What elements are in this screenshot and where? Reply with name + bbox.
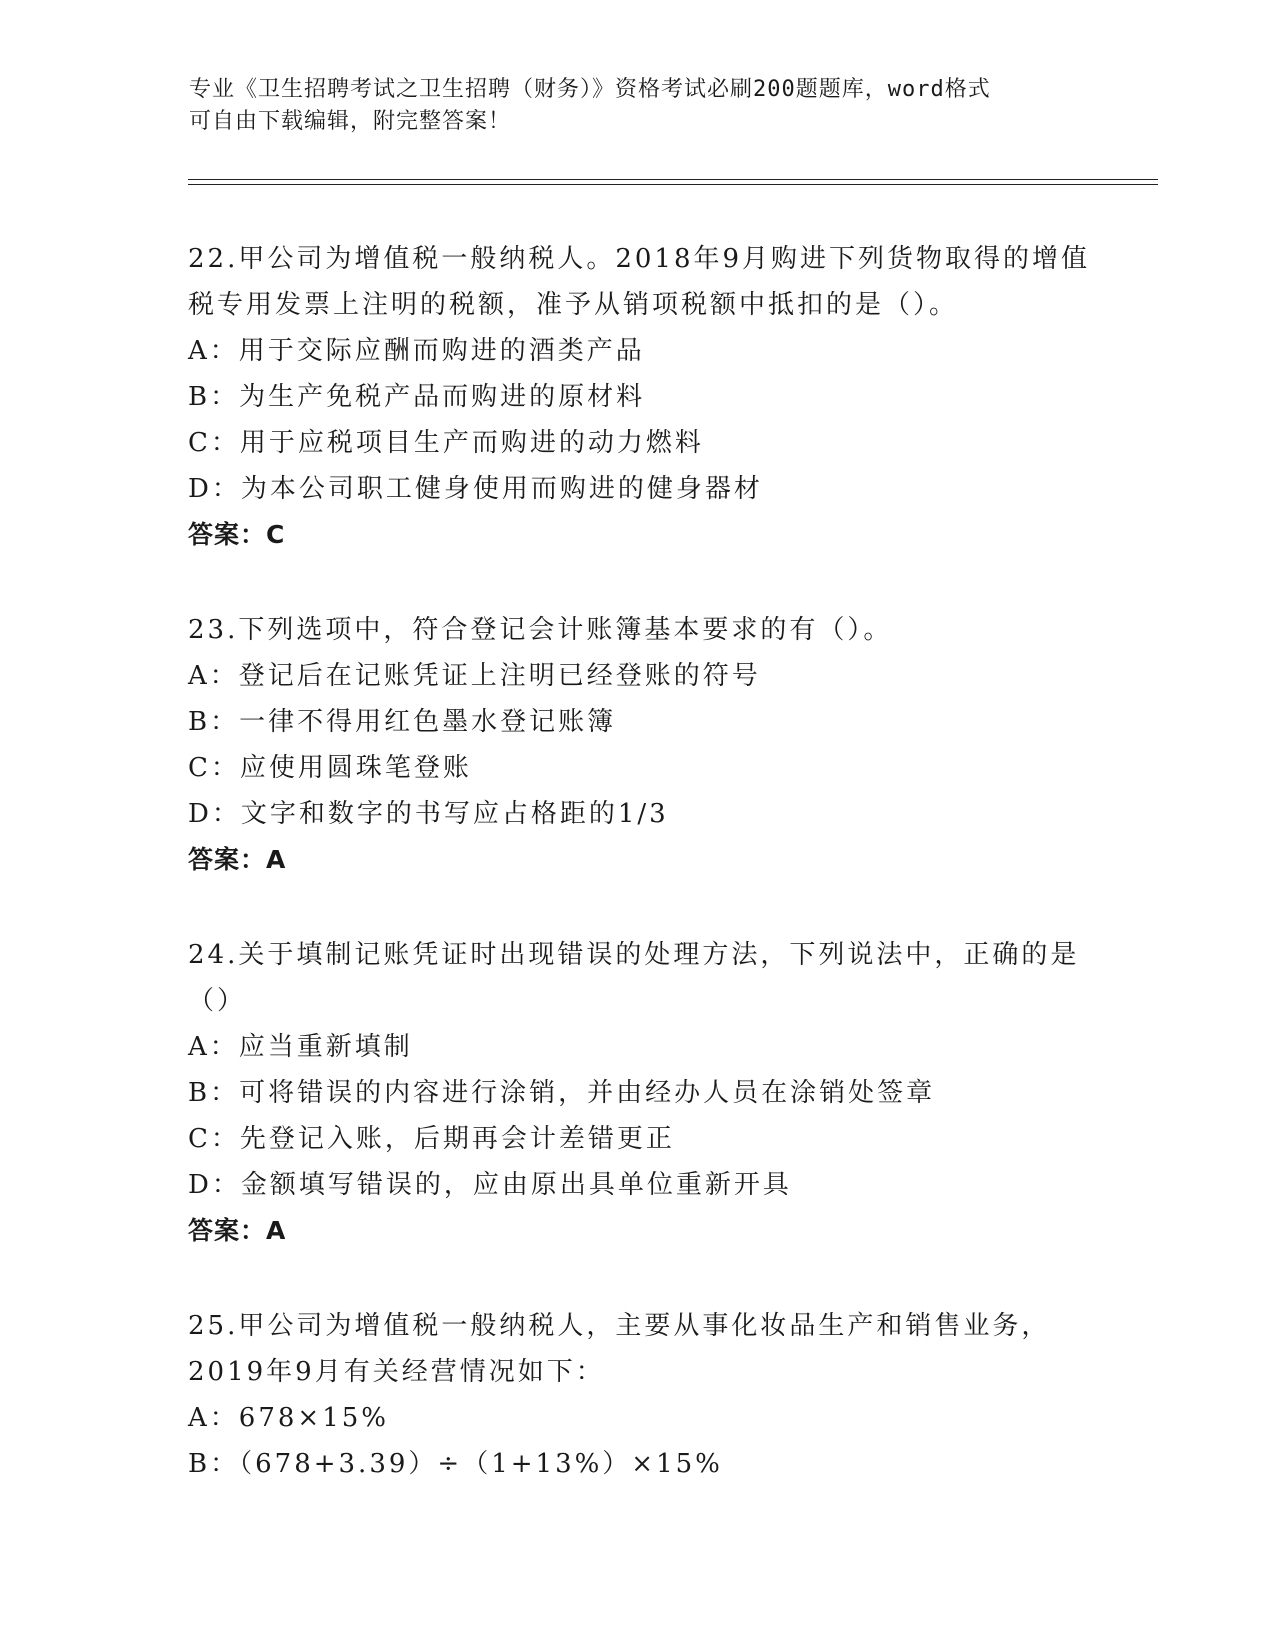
- option-d: D：为本公司职工健身使用而购进的健身器材: [188, 474, 763, 504]
- option-c: C：应使用圆珠笔登账: [188, 753, 472, 783]
- question-stem-line: （）: [188, 986, 247, 1016]
- document-header: [189, 74, 1089, 138]
- question-24: [188, 932, 1108, 1254]
- question-stem-line: 税专用发票上注明的税额，准予从销项税额中抵扣的是（）。: [188, 290, 959, 320]
- option-b: B：为生产免税产品而购进的原材料: [188, 382, 646, 412]
- option-a: A：应当重新填制: [188, 1032, 413, 1062]
- question-25: [188, 1303, 1108, 1487]
- answer-line: 答案：A: [188, 845, 287, 874]
- option-c: C：先登记入账，后期再会计差错更正: [188, 1124, 675, 1154]
- header-divider-bottom: [188, 184, 1158, 185]
- header-line-2: 可自由下载编辑，附完整答案！: [189, 109, 512, 134]
- option-a: A：登记后在记账凭证上注明已经登账的符号: [188, 661, 761, 691]
- option-c: C：用于应税项目生产而购进的动力燃料: [188, 428, 704, 458]
- header-line-1: 专业《卫生招聘考试之卫生招聘（财务）》资格考试必刷200题题库，word格式: [189, 77, 991, 102]
- option-a: A：678×15%: [188, 1403, 389, 1433]
- question-stem-line: 22.甲公司为增值税一般纳税人。2018年9月购进下列货物取得的增值: [188, 244, 1091, 274]
- question-stem-line: 25.甲公司为增值税一般纳税人，主要从事化妆品生产和销售业务，: [188, 1311, 1051, 1341]
- header-divider-top: [188, 179, 1158, 180]
- answer-line: 答案：C: [188, 520, 286, 549]
- question-list: [188, 236, 1108, 1487]
- question-22: [188, 236, 1108, 558]
- question-23: [188, 607, 1108, 883]
- option-b: B：一律不得用红色墨水登记账簿: [188, 707, 617, 737]
- option-d: D：金额填写错误的，应由原出具单位重新开具: [188, 1170, 792, 1200]
- option-d: D：文字和数字的书写应占格距的1/3: [188, 799, 669, 829]
- option-b: B：（678+3.39）÷（1+13%）×15%: [188, 1449, 723, 1479]
- option-b: B：可将错误的内容进行涂销，并由经办人员在涂销处签章: [188, 1078, 936, 1108]
- answer-line: 答案：A: [188, 1216, 287, 1245]
- option-a: A：用于交际应酬而购进的酒类产品: [188, 336, 645, 366]
- question-stem-line: 2019年9月有关经营情况如下：: [188, 1357, 605, 1387]
- question-stem-line: 24.关于填制记账凭证时出现错误的处理方法，下列说法中，正确的是: [188, 940, 1080, 970]
- question-stem-line: 23.下列选项中，符合登记会计账簿基本要求的有（）。: [188, 615, 893, 645]
